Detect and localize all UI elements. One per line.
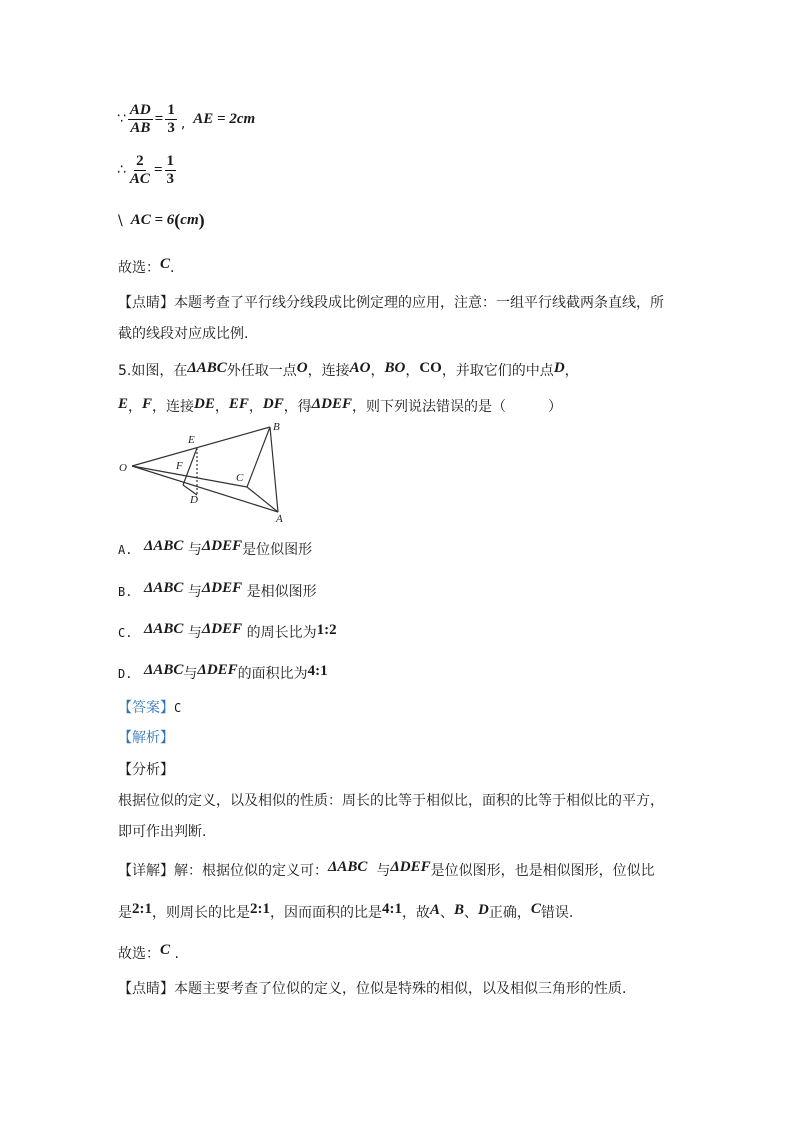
fenxi-label: 【分析】 (118, 762, 174, 778)
segment-bc (247, 427, 270, 487)
fraction-one-third: $\frac{1}{3}$ (167, 101, 175, 136)
option-d[interactable]: D. ΔABC与ΔDEF的面积比为4:1 (118, 662, 328, 682)
q5-comment: 【点睛】本题主要考查了位似的定义，位似是特殊的相似，以及相似三角形的性质. (118, 981, 627, 997)
q5-conclusion: 故选：C . (118, 942, 179, 962)
label-c: C (236, 472, 244, 484)
q4-comment-line-1: 【点睛】本题考查了平行线分线段成比例定理的应用，注意：一组平行线截两条直线，所 (118, 295, 664, 311)
label-e: E (188, 434, 195, 446)
fenxi-line-1: 根据位似的定义，以及相似的性质：周长的比等于相似比，面积的比等于相似比的平方， (118, 793, 664, 809)
segment-oa (132, 466, 278, 512)
question-5-stem-line-2: E，F，连接DE，EF，DF，得ΔDEF，则下列说法错误的是（ ） (118, 396, 562, 415)
label-f: F (176, 460, 183, 472)
option-c[interactable]: C. ΔABC 与ΔDEF 的周长比为1:2 (118, 621, 337, 641)
derivation-line-3: \ AC = 6 ( cm ) (118, 210, 205, 230)
answer-letter: C (160, 256, 171, 272)
option-a[interactable]: A. ΔABC 与ΔDEF是位似图形 (118, 538, 313, 558)
ae-value: AE = 2cm (193, 110, 256, 127)
ac-value: AC = 6 (130, 212, 175, 228)
detail-label: 【详解】 (118, 863, 174, 879)
fraction-ad-ab: $\frac{AD}{AB}$ (129, 101, 151, 136)
answer-label: 【答案】 (118, 700, 174, 716)
answer-value: C (174, 701, 182, 715)
derivation-line-2: ∴ $\frac{2}{AC}$ = $\frac{1}{3}$ (117, 152, 174, 187)
answer-line (118, 697, 181, 717)
q4-comment-line-2: 截的线段对应成比例. (118, 326, 249, 342)
q4-conclusion: 故选：C. (118, 256, 175, 276)
segment-ob (132, 427, 270, 466)
segment-ca (247, 487, 278, 512)
label-d: D (190, 494, 198, 506)
label-a: A (276, 513, 283, 525)
detail-line-1: 【详解】解：根据位似的定义可：ΔABC 与ΔDEF是位似图形，也是相似图形，位似比 (118, 859, 655, 879)
label-o: O (119, 462, 127, 474)
segment-ef (183, 448, 197, 485)
analysis-label: 【解析】 (118, 730, 174, 746)
because-symbol: ∵ (117, 111, 126, 127)
question-5-stem-line-1: 5.如图，在ΔABC外任取一点O，连接AO，BO，CO，并取它们的中点D， (118, 360, 579, 379)
option-b[interactable]: B. ΔABC 与ΔDEF 是相似图形 (118, 580, 317, 600)
therefore-symbol: ∴ (117, 162, 126, 178)
question-number: 5. (118, 363, 132, 379)
comment-label: 【点睛】 (118, 295, 174, 311)
fraction-one-third: $\frac{1}{3}$ (166, 152, 174, 187)
fenxi-line-2: 即可作出判断. (118, 824, 207, 840)
comment-label: 【点睛】 (118, 981, 174, 997)
label-b: B (273, 421, 280, 433)
fraction-2-ac: $\frac{2}{AC}$ (129, 152, 150, 187)
detail-line-2: 是2:1，则周长的比是2:1，因而面积的比是4:1，故A、B、D正确，C错误. (118, 901, 574, 921)
segment-ab (270, 427, 278, 512)
answer-letter: C (160, 942, 171, 958)
derivation-line-1: ∵ $\frac{AD}{AB}$ = $\frac{1}{3}$ , AE = 2cm (117, 101, 256, 136)
